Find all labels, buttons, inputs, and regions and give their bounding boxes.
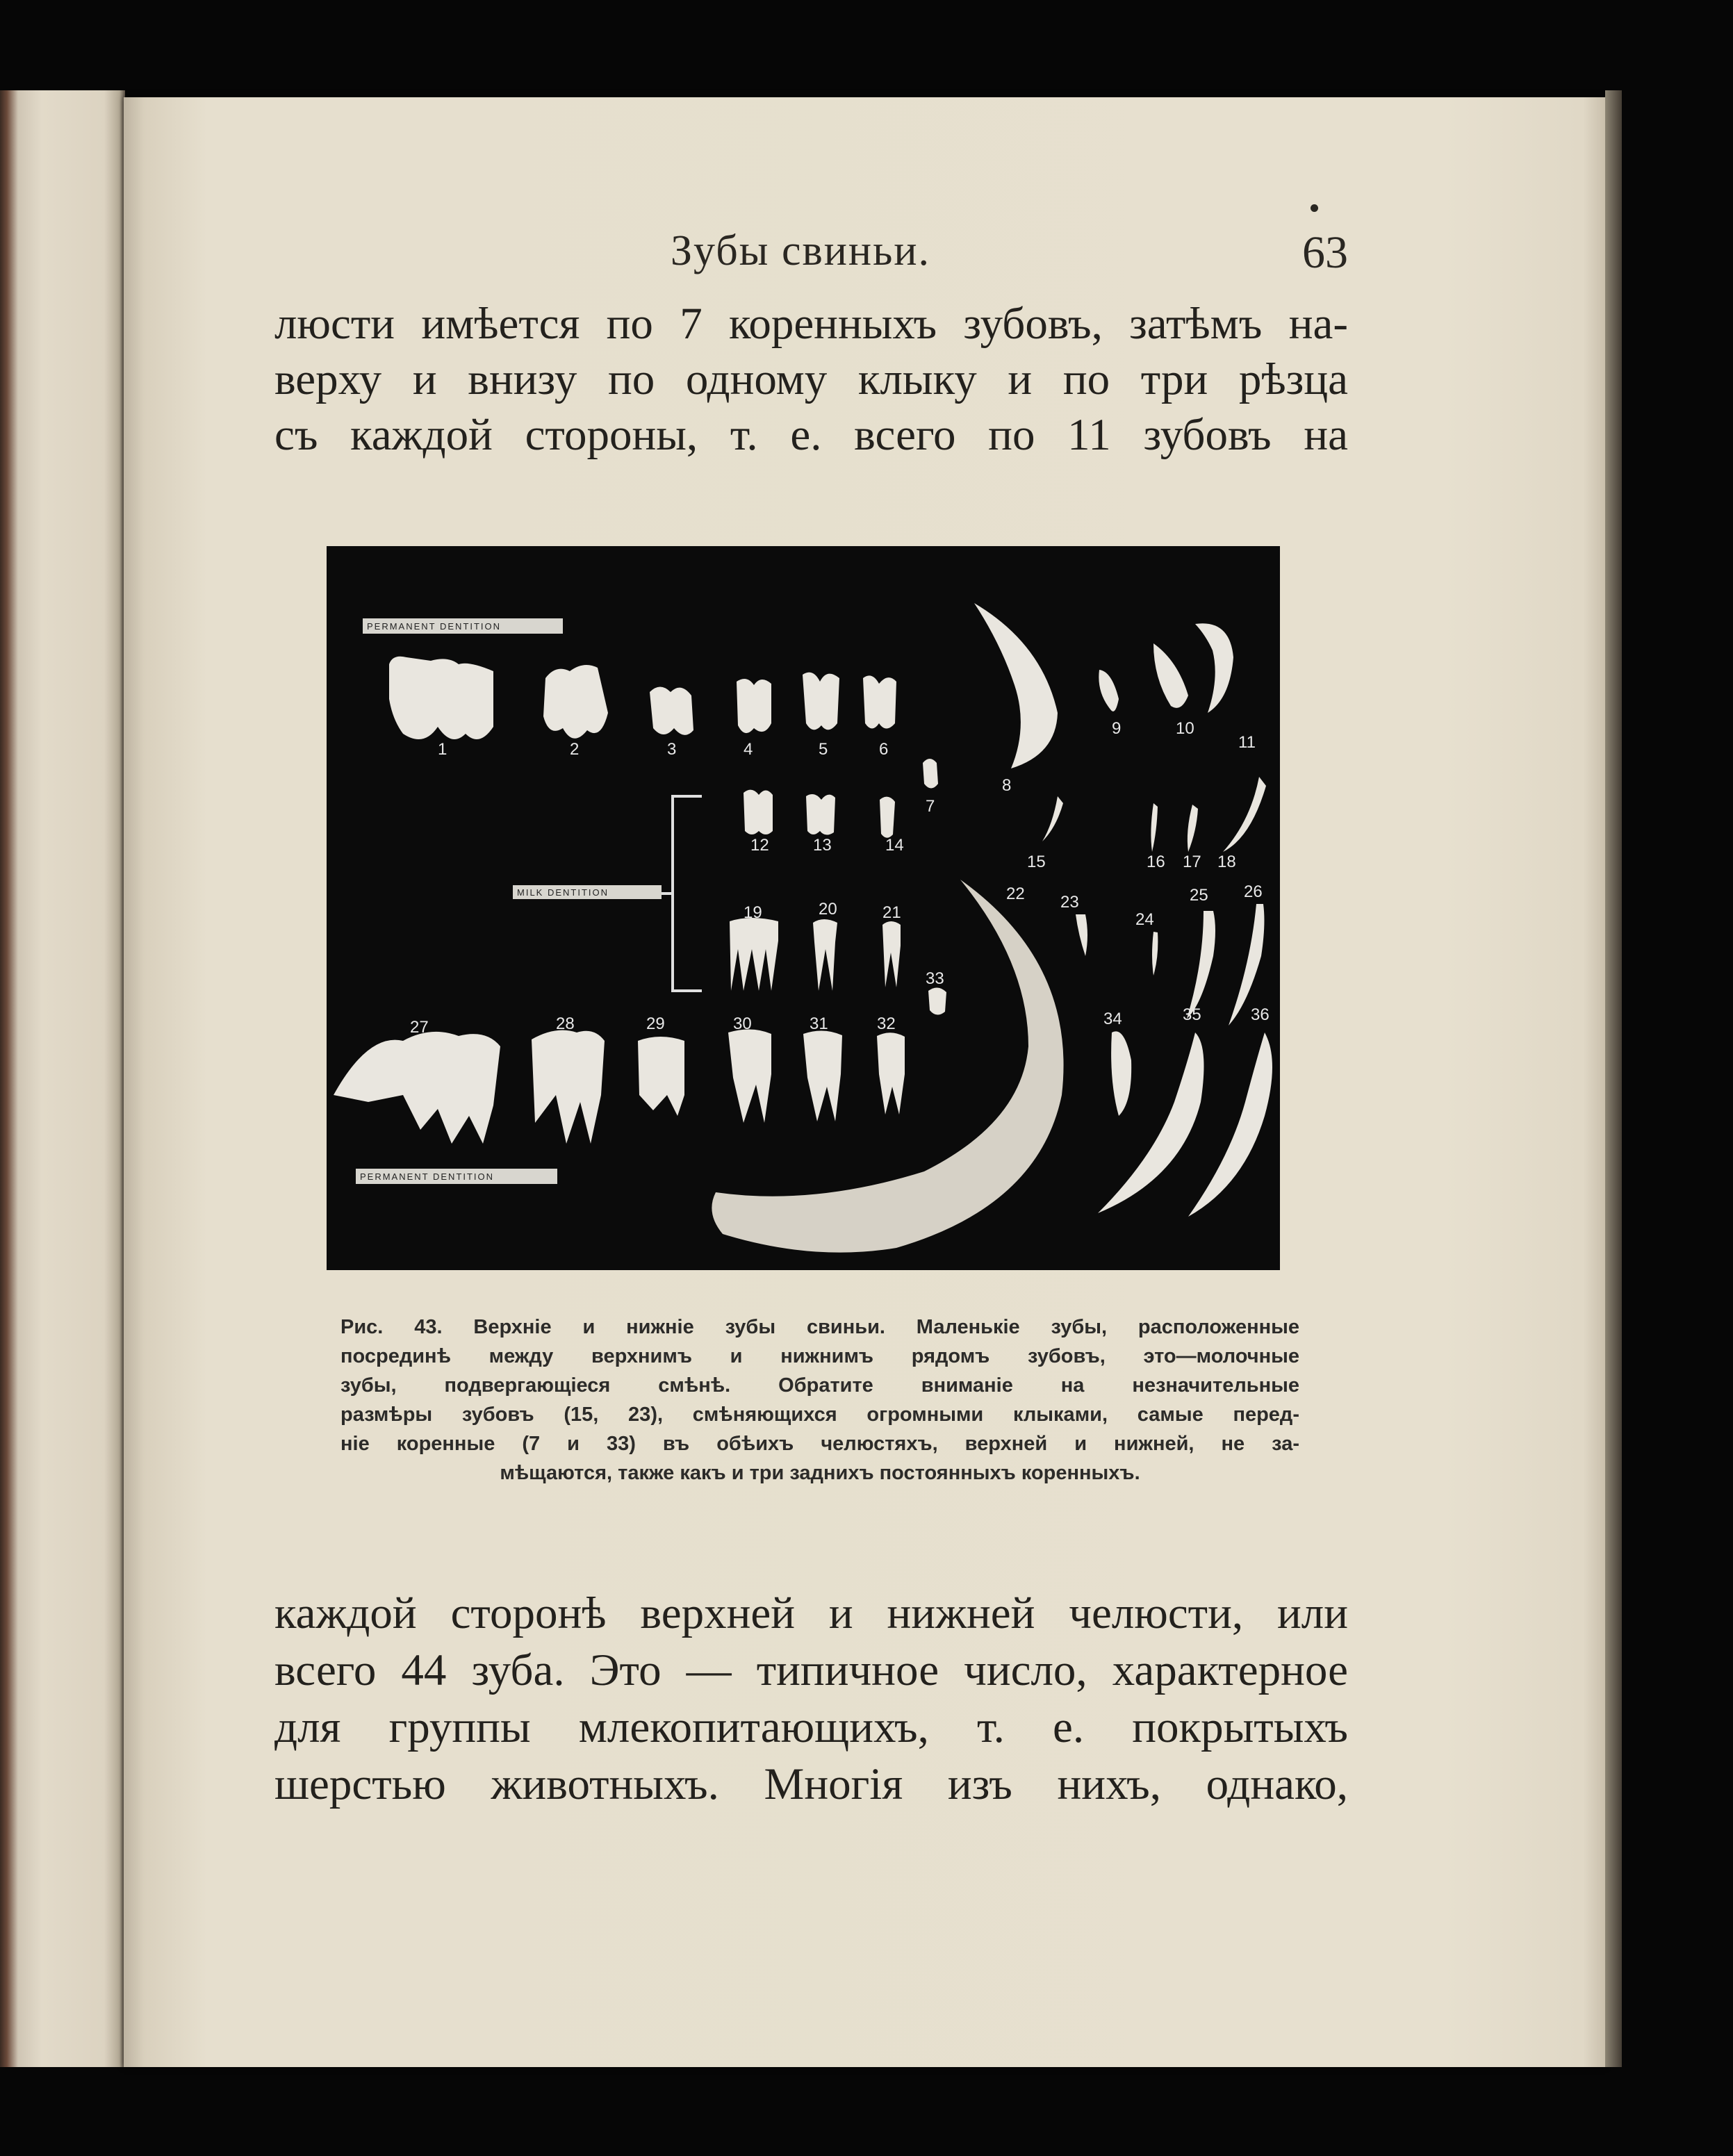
tooth-number-label: 4 [744, 740, 753, 759]
running-head [274, 227, 1348, 296]
tooth-11 [1195, 623, 1233, 713]
body-text-line: люсти имѣется по 7 коренныхъ зубовъ, затѣмъ на- [274, 299, 1348, 349]
print-mark [1311, 204, 1318, 212]
tooth-number-label: 13 [813, 836, 832, 855]
tooth-19 [730, 918, 778, 991]
body-text-line: всего 44 зуба. Это — типичное число, характерное [274, 1645, 1348, 1695]
tooth-number-label: 9 [1112, 719, 1122, 738]
tooth-10 [1153, 643, 1188, 708]
tooth-32 [877, 1032, 905, 1114]
tooth-number-label: 12 [750, 836, 769, 855]
facing-page-edge [0, 90, 125, 2067]
tooth-8 [974, 603, 1058, 768]
tooth-number-label: 15 [1027, 853, 1046, 871]
tooth-number-label: 2 [570, 740, 580, 759]
panel-label-bottom: PERMANENT DENTITION [360, 1171, 495, 1182]
tooth-1 [389, 657, 493, 739]
tooth-4 [737, 679, 771, 733]
figure-caption-line: посрединѣ между верхнимъ и нижнимъ рядомъ зубовъ, это—молочные [340, 1345, 1299, 1367]
book-cover-edge [1605, 90, 1622, 2067]
tooth-number-label: 26 [1244, 882, 1263, 901]
tooth-33 [928, 987, 946, 1014]
tooth-number-labels [410, 719, 1270, 1037]
tooth-17 [1188, 805, 1198, 852]
tooth-number-label: 27 [410, 1018, 429, 1037]
tooth-number-label: 36 [1251, 1005, 1270, 1024]
tooth-number-label: 32 [877, 1014, 896, 1033]
page-number: 63 [1302, 227, 1348, 278]
tooth-14 [880, 797, 895, 838]
tooth-number-label: 33 [926, 969, 944, 988]
tooth-number-label: 14 [885, 836, 904, 855]
tooth-20 [813, 919, 837, 991]
tooth-number-label: 17 [1183, 853, 1201, 871]
panel-label-top: PERMANENT DENTITION [367, 621, 502, 632]
tooth-number-label: 24 [1135, 910, 1154, 929]
tooth-2 [543, 665, 608, 739]
figure-caption-line: зубы, подвергающіеся смѣнѣ. Обратите вниманіе на незначительные [340, 1374, 1299, 1397]
tooth-5 [803, 673, 839, 730]
tooth-number-label: 16 [1147, 853, 1165, 871]
tooth-number-label: 19 [744, 903, 762, 922]
body-text-line: шерстью животныхъ. Многія изъ нихъ, однако, [274, 1759, 1348, 1809]
panel-label-middle: MILK DENTITION [517, 887, 609, 898]
tooth-3 [650, 687, 693, 735]
tooth-number-label: 25 [1190, 886, 1208, 905]
tooth-number-label: 23 [1060, 893, 1079, 912]
tooth-16 [1151, 803, 1158, 852]
tooth-number-label: 30 [733, 1014, 752, 1033]
tooth-21 [882, 921, 901, 987]
tooth-number-label: 22 [1006, 884, 1025, 903]
running-title: Зубы свиньи. [671, 227, 931, 274]
tooth-12 [744, 790, 773, 834]
tooth-number-label: 5 [819, 740, 828, 759]
tooth-number-label: 18 [1217, 853, 1236, 871]
tooth-24 [1152, 932, 1158, 976]
tooth-number-label: 29 [646, 1014, 665, 1033]
tooth-number-label: 20 [819, 900, 837, 919]
tooth-number-label: 7 [926, 797, 935, 816]
tooth-9 [1099, 670, 1119, 711]
tooth-number-label: 10 [1176, 719, 1194, 738]
body-text-line: верху и внизу по одному клыку и по три рѣзца [274, 354, 1348, 404]
tooth-30 [728, 1029, 771, 1123]
tooth-31 [803, 1030, 842, 1121]
tooth-number-label: 21 [882, 903, 901, 922]
tooth-number-label: 31 [810, 1014, 828, 1033]
tooth-34 [1111, 1031, 1131, 1116]
tooth-7 [923, 759, 938, 789]
teeth-photograph [327, 546, 1280, 1270]
tooth-23 [1076, 914, 1087, 956]
tooth-number-label: 35 [1183, 1005, 1201, 1024]
tooth-15 [1042, 796, 1063, 841]
tooth-29 [638, 1037, 684, 1116]
tooth-27 [334, 1032, 500, 1144]
figure-caption-line: мѣщаются, также какъ и три заднихъ постоянныхъ коренныхъ. [500, 1462, 1140, 1484]
tooth-number-label: 1 [438, 740, 447, 759]
tooth-25 [1187, 911, 1215, 1019]
body-text-line: для группы млекопитающихъ, т. е. покрытыхъ [274, 1702, 1348, 1752]
tooth-number-label: 28 [556, 1014, 575, 1033]
figure-teeth-photo [327, 546, 1280, 1270]
tooth-6 [863, 675, 896, 728]
figure-caption-line: размѣры зубовъ (15, 23), смѣняющихся огромными клыками, самые перед- [340, 1404, 1299, 1426]
body-text-line: съ каждой стороны, т. е. всего по 11 зубовъ на [274, 410, 1348, 460]
tooth-18 [1223, 777, 1266, 852]
tooth-number-label: 34 [1103, 1010, 1122, 1028]
tooth-28 [532, 1030, 605, 1144]
figure-caption-line: ніе коренные (7 и 33) въ обѣихъ челюстяхъ, верхней и нижней, не за- [340, 1433, 1299, 1455]
tooth-number-label: 6 [879, 740, 889, 759]
tooth-number-label: 11 [1238, 733, 1256, 752]
tooth-number-label: 3 [667, 740, 677, 759]
body-text-line: каждой сторонѣ верхней и нижней челюсти, или [274, 1588, 1348, 1638]
tooth-13 [806, 794, 835, 835]
figure-caption-line: Рис. 43. Верхніе и нижніе зубы свиньи. Маленькіе зубы, расположенные [340, 1316, 1299, 1338]
tooth-number-label: 8 [1002, 776, 1012, 795]
